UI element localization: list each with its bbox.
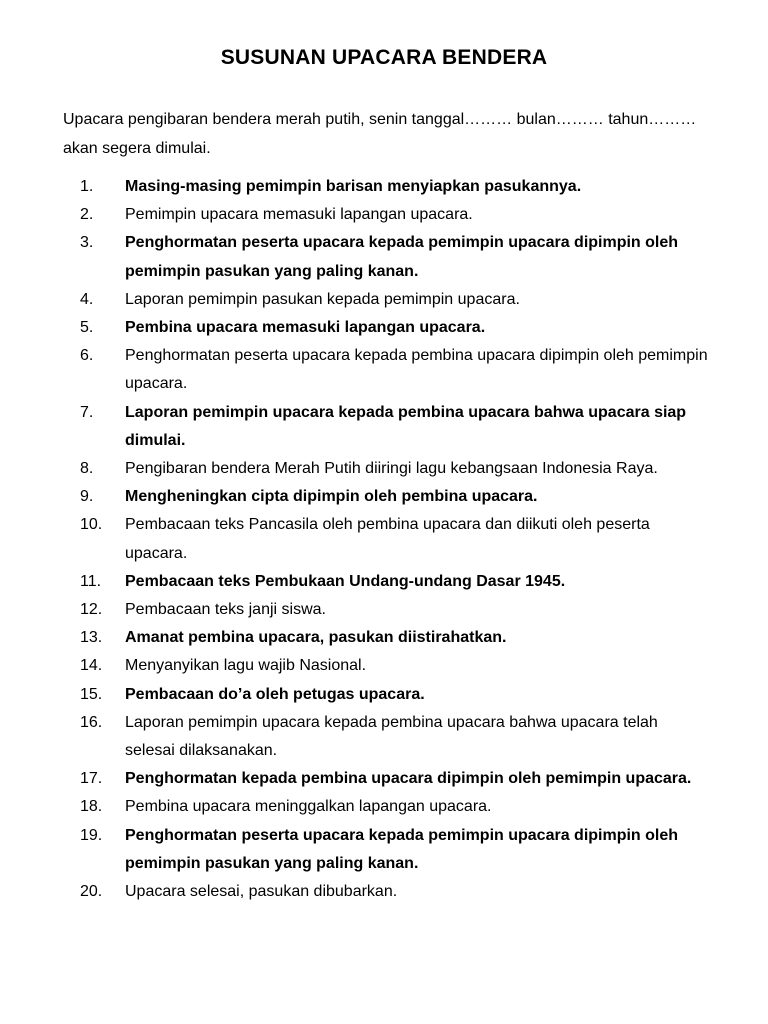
list-item <box>0 342 768 398</box>
step-text: Laporan pemimpin upacara kepada pembina upacara bahwa upacara siap dimulai. <box>125 403 687 449</box>
step-number: 19. <box>80 826 103 844</box>
step-text: Upacara selesai, pasukan dibubarkan. <box>125 883 398 901</box>
step-number: 5. <box>80 319 94 337</box>
list-item <box>0 652 768 680</box>
list-item <box>0 793 768 821</box>
step-number: 9. <box>80 488 94 506</box>
step-number: 14. <box>80 657 103 675</box>
step-number: 8. <box>80 460 94 478</box>
step-text: Menyanyikan lagu wajib Nasional. <box>125 657 367 675</box>
step-number: 20. <box>80 883 103 901</box>
step-text: Pembacaan teks Pembukaan Undang-undang Dasar 1945. <box>125 572 566 590</box>
step-number: 7. <box>80 403 94 421</box>
step-number: 6. <box>80 347 94 365</box>
list-item <box>0 878 768 906</box>
intro-paragraph: Upacara pengibaran bendera merah putih, senin tanggal……… bulan……… tahun……… akan segera dimulai. <box>63 111 697 157</box>
step-number: 12. <box>80 601 103 619</box>
step-text: Pembina upacara meninggalkan lapangan upacara. <box>125 798 492 816</box>
list-item <box>0 511 768 567</box>
step-text: Pembacaan do’a oleh petugas upacara. <box>125 685 425 703</box>
step-number: 10. <box>80 516 103 534</box>
step-number: 16. <box>80 713 103 731</box>
list-item <box>0 596 768 624</box>
list-item <box>0 624 768 652</box>
step-number: 17. <box>80 770 103 788</box>
step-text: Penghormatan peserta upacara kepada pemimpin upacara dipimpin oleh pemimpin pasukan yang paling kanan. <box>125 234 679 280</box>
list-item <box>0 314 768 342</box>
document-title: SUSUNAN UPACARA BENDERA <box>220 46 548 69</box>
step-number: 15. <box>80 685 103 703</box>
list-item <box>0 681 768 709</box>
step-text: Laporan pemimpin pasukan kepada pemimpin upacara. <box>125 290 520 308</box>
step-text: Pembacaan teks Pancasila oleh pembina upacara dan diikuti oleh peserta upacara. <box>125 516 650 562</box>
ceremony-steps-list <box>0 173 768 906</box>
step-text: Pemimpin upacara memasuki lapangan upacara. <box>125 206 473 224</box>
list-item <box>0 201 768 229</box>
list-item <box>0 229 768 285</box>
step-text: Penghormatan peserta upacara kepada pembina upacara dipimpin oleh pemimpin upacara. <box>125 347 708 393</box>
step-text: Pembina upacara memasuki lapangan upacara. <box>125 319 486 337</box>
list-item <box>0 483 768 511</box>
step-number: 4. <box>80 290 94 308</box>
list-item <box>0 822 768 878</box>
step-number: 1. <box>80 178 94 195</box>
step-number: 3. <box>80 234 94 252</box>
list-item <box>0 286 768 314</box>
step-text: Masing-masing pemimpin barisan menyiapkan pasukannya. <box>125 178 582 195</box>
list-item <box>0 765 768 793</box>
list-item <box>0 709 768 765</box>
list-item <box>0 568 768 596</box>
step-text: Pembacaan teks janji siswa. <box>125 601 326 619</box>
list-item <box>0 455 768 483</box>
step-text: Pengibaran bendera Merah Putih diiringi lagu kebangsaan Indonesia Raya. <box>125 460 658 478</box>
step-text: Amanat pembina upacara, pasukan diistirahatkan. <box>125 629 507 647</box>
step-number: 13. <box>80 629 103 647</box>
step-text: Penghormatan peserta upacara kepada pemimpin upacara dipimpin oleh pemimpin pasukan yang paling kanan. <box>125 826 679 872</box>
list-item <box>0 399 768 455</box>
list-item <box>0 173 768 201</box>
step-text: Penghormatan kepada pembina upacara dipimpin oleh pemimpin upacara. <box>125 770 692 788</box>
step-text: Laporan pemimpin upacara kepada pembina upacara bahwa upacara telah selesai dilaksanakan. <box>125 713 658 760</box>
step-number: 11. <box>80 572 102 590</box>
step-number: 2. <box>80 206 94 224</box>
step-text: Mengheningkan cipta dipimpin oleh pembina upacara. <box>125 488 538 506</box>
step-number: 18. <box>80 798 103 816</box>
